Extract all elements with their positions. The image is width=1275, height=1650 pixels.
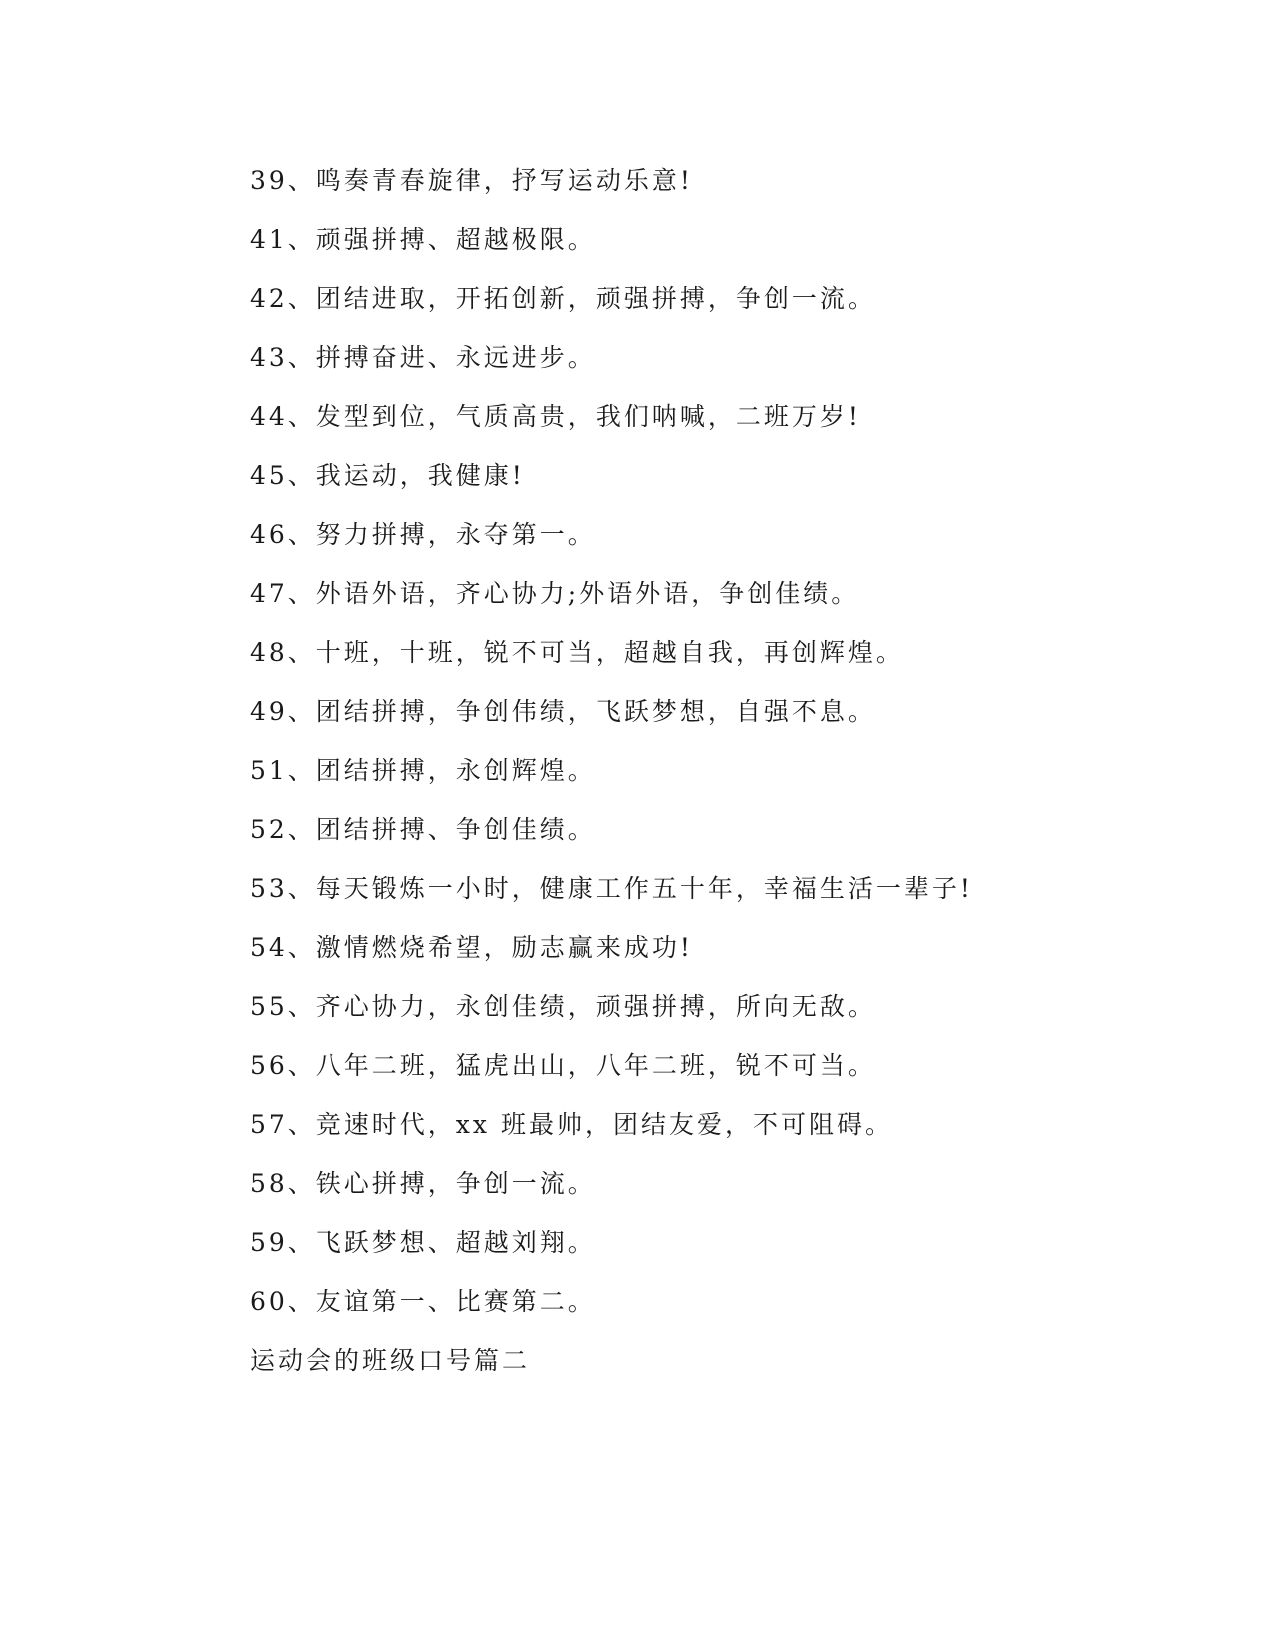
slogan-line: 54、激情燃烧希望，励志赢来成功! xyxy=(250,933,693,962)
slogan-line: 59、飞跃梦想、超越刘翔。 xyxy=(250,1228,596,1257)
slogan-line: 51、团结拼搏，永创辉煌。 xyxy=(250,756,596,785)
slogan-line: 48、十班，十班，锐不可当，超越自我，再创辉煌。 xyxy=(250,638,904,667)
document-body xyxy=(250,158,1150,1397)
slogan-line: 60、友谊第一、比赛第二。 xyxy=(250,1287,596,1316)
slogan-line: 46、努力拼搏，永夺第一。 xyxy=(250,520,596,549)
slogan-line: 43、拼搏奋进、永远进步。 xyxy=(250,343,596,372)
slogan-line: 58、铁心拼搏，争创一流。 xyxy=(250,1169,596,1198)
slogan-line: 44、发型到位，气质高贵，我们呐喊，二班万岁! xyxy=(250,402,861,431)
slogan-line: 39、鸣奏青春旋律，抒写运动乐意! xyxy=(250,166,693,195)
section-heading: 运动会的班级口号篇二 xyxy=(250,1346,531,1375)
slogan-line: 45、我运动，我健康! xyxy=(250,461,525,490)
slogan-line: 56、八年二班，猛虎出山，八年二班，锐不可当。 xyxy=(250,1051,876,1080)
slogan-line: 47、外语外语，齐心协力;外语外语，争创佳绩。 xyxy=(250,579,860,608)
slogan-line: 52、团结拼搏、争创佳绩。 xyxy=(250,815,596,844)
slogan-line: 53、每天锻炼一小时，健康工作五十年，幸福生活一辈子! xyxy=(250,874,973,903)
slogan-line: 57、竞速时代，xx 班最帅，团结友爱，不可阻碍。 xyxy=(250,1110,893,1139)
slogan-line: 42、团结进取，开拓创新，顽强拼搏，争创一流。 xyxy=(250,284,876,313)
slogan-line: 49、团结拼搏，争创伟绩，飞跃梦想，自强不息。 xyxy=(250,697,876,726)
slogan-line: 41、顽强拼搏、超越极限。 xyxy=(250,225,596,254)
slogan-line: 55、齐心协力，永创佳绩，顽强拼搏，所向无敌。 xyxy=(250,992,876,1021)
